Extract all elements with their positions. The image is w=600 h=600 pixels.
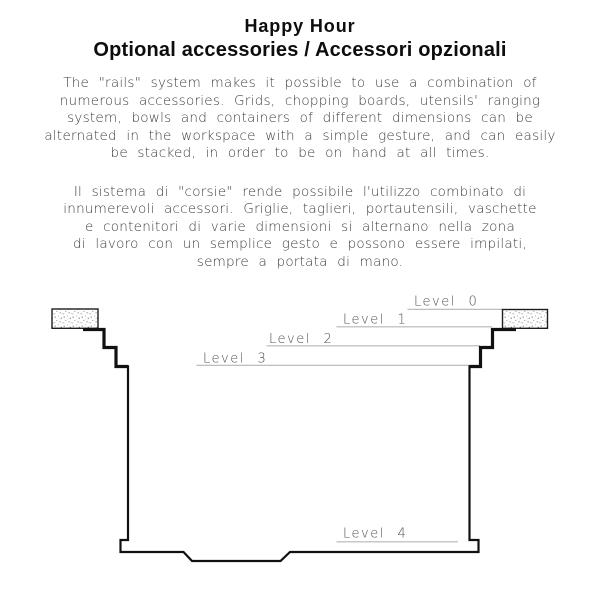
level-label-3: Level 3: [203, 351, 268, 367]
level-label-0: Level 0: [414, 294, 479, 310]
text-line: The "rails" system makes it possible to use a combination of: [63, 75, 537, 91]
sink-rail-steps-right: [470, 330, 517, 367]
text-line: numerous accessories. Grids, chopping boards, utensils' ranging: [59, 92, 541, 109]
text-line: system, bowls and containers of different dimensions can be: [67, 110, 533, 126]
text-line: Il sistema di "corsie" rende possibile l'utilizzo combinato di: [73, 183, 527, 200]
text-line: be stacked, in order to be on hand at all times.: [110, 145, 490, 161]
page-subtitle: Optional accessories / Accessori opzionali: [93, 39, 507, 61]
countertop-right: [503, 310, 548, 329]
level-label-1: Level 1: [343, 312, 408, 328]
sink-rail-steps-left: [83, 330, 128, 367]
text-line: sempre a portata di mano.: [196, 253, 404, 270]
sink-basin-profile: [121, 365, 479, 561]
countertop-left: [52, 309, 98, 328]
text-line: alternated in the workspace with a simple gesture, and can easily: [44, 127, 556, 144]
text-line: di lavoro con un semplice gesto e possono essere impilati,: [73, 236, 527, 252]
level-label-2: Level 2: [269, 331, 334, 347]
text-line: e contenitori di varie dimensioni si alternano nella zona: [85, 218, 515, 235]
page-title: Happy Hour: [244, 16, 356, 36]
text-line: innumerevoli accessori. Griglie, taglieri, portautensili, vaschette: [63, 201, 537, 217]
level-label-4: Level 4: [343, 526, 408, 542]
